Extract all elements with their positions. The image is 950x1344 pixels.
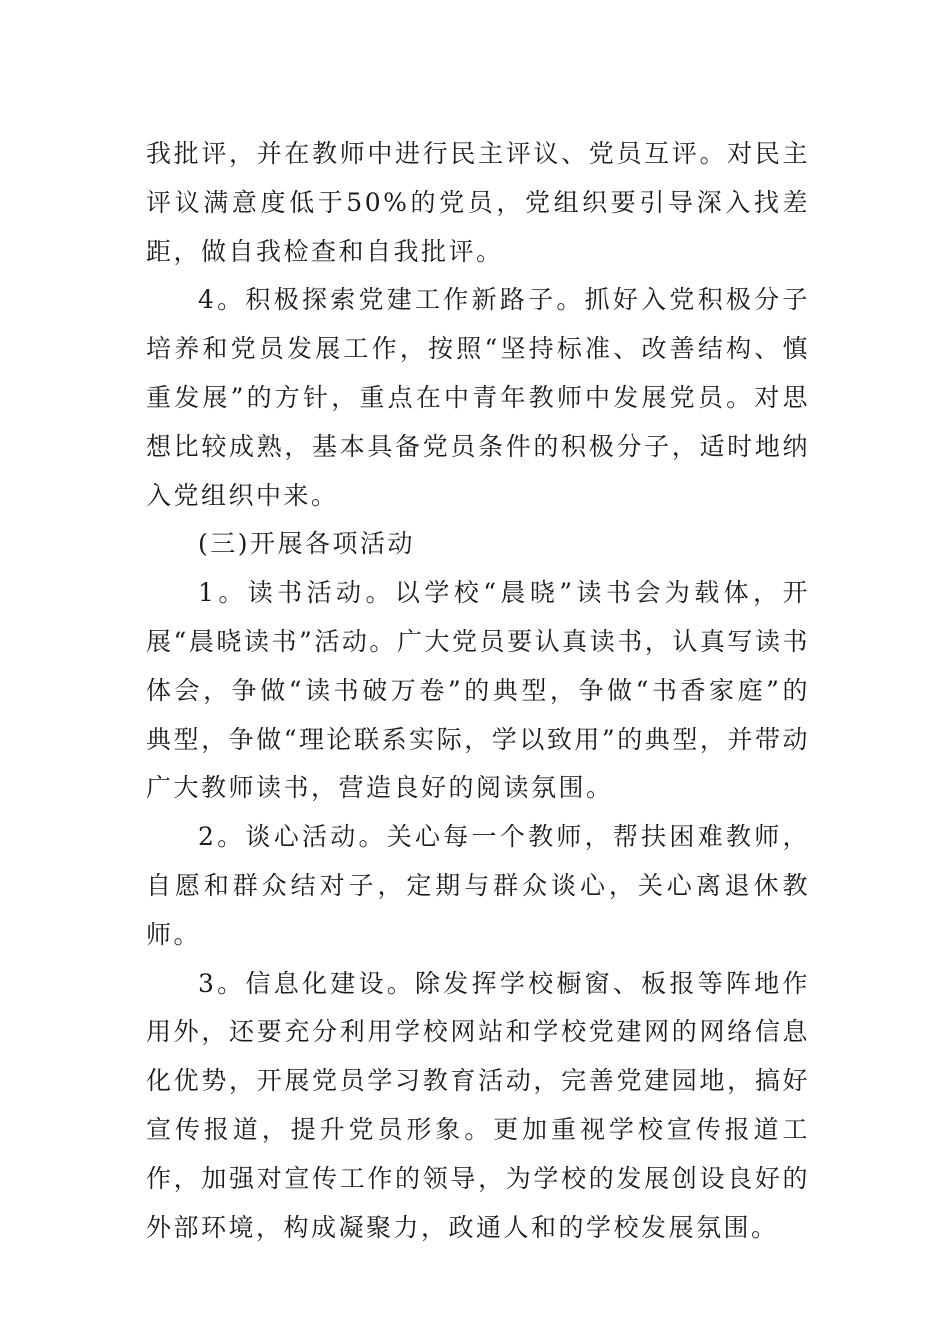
paragraph-informatization: 3。信息化建设。除发挥学校橱窗、板报等阵地作用外，还要充分利用学校网站和学校党建网的网络信息化优势，开展党员学习教育活动，完善党建园地，搞好宣传报道，提升党员形象。更加重视学校宣传报道工作，加强对宣传工作的领导，为学校的发展创设良好的外部环境，构成凝聚力，政通人和的学校发展氛围。 [146,968,810,1242]
paragraph-heart-to-heart-activity: 2。谈心活动。关心每一个教师，帮扶困难教师，自愿和群众结对子，定期与群众谈心，关心离退休教师。 [146,822,810,949]
paragraph-self-criticism: 我批评，并在教师中进行民主评议、党员互评。对民主评议满意度低于50%的党员，党组织要引导深入找差距，做自我检查和自我批评。 [146,139,810,266]
document-body [146,130,810,1252]
paragraph-party-building-new-path: 4。积极探索党建工作新路子。抓好入党积极分子培养和党员发展工作，按照“坚持标准、改善结构、慎重发展”的方针，重点在中青年教师中发展党员。对思想比较成熟，基本具备党员条件的积极分子，适时地纳入党组织中来。 [146,285,810,510]
paragraph-reading-activity: 1。读书活动。以学校“晨晓”读书会为载体，开展“晨晓读书”活动。广大党员要认真读书，认真写读书体会，争做“读书破万卷”的典型，争做“书香家庭”的典型，争做“理论联系实际，学以致用”的典型，并带动广大教师读书，营造良好的阅读氛围。 [146,578,810,803]
section-heading-activities: (三)开展各项活动 [198,529,416,559]
